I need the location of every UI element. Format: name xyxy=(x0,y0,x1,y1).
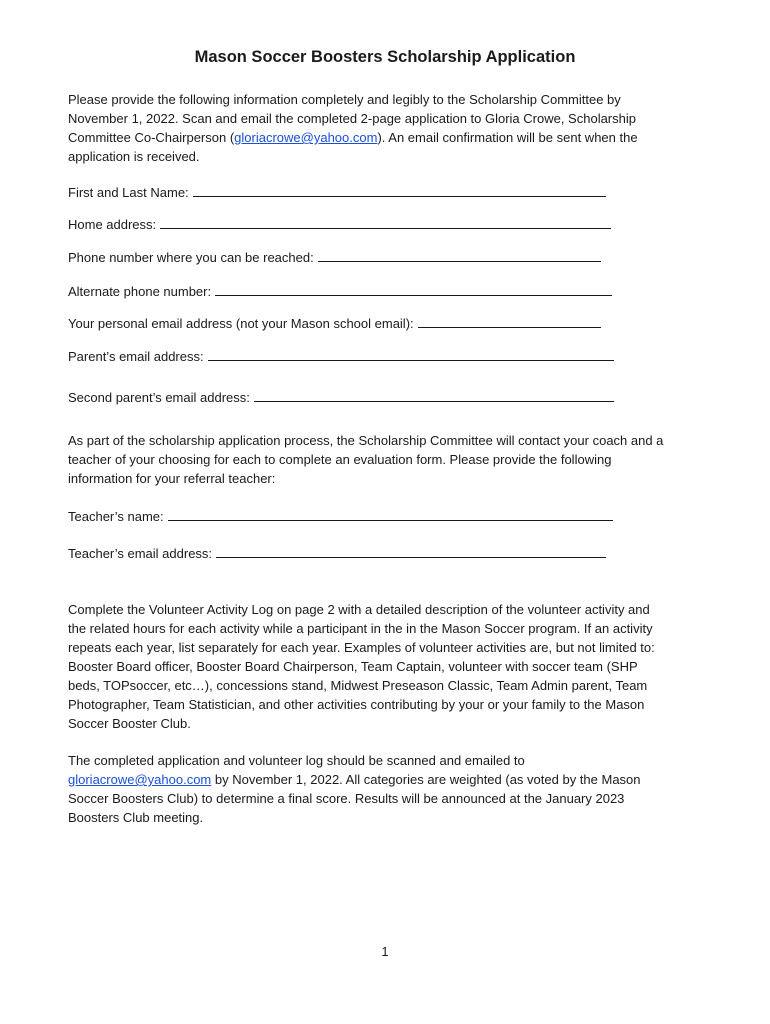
second-parent-email-field xyxy=(68,388,614,407)
phone-field xyxy=(68,248,601,267)
referral-paragraph: As part of the scholarship application process, the Scholarship Committee will contact your coach and a teacher of your choosing for each to complete an evaluation form. Please provide the following information for your referral teacher: xyxy=(68,433,664,486)
alt-phone-label: Alternate phone number: xyxy=(68,284,212,299)
closing-email-link[interactable]: gloriacrowe@yahoo.com xyxy=(68,772,212,787)
name-blank[interactable] xyxy=(193,183,606,197)
name-field xyxy=(68,183,606,202)
personal-email-blank[interactable] xyxy=(418,314,601,328)
teacher-email-blank[interactable] xyxy=(216,544,606,558)
teacher-name-label: Teacher’s name: xyxy=(68,509,164,524)
personal-email-field xyxy=(68,314,601,333)
home-address-field xyxy=(68,215,611,234)
parent-email-blank[interactable] xyxy=(208,347,614,361)
closing-paragraph xyxy=(68,751,728,827)
page-title: Mason Soccer Boosters Scholarship Application xyxy=(194,48,576,66)
closing-text-after: by November 1, 2022. All categories are weighted (as voted by the Mason Soccer Boosters Club) to determine a final score. Results will be announced at the January 2023 Boosters Club meeting. xyxy=(68,772,641,825)
name-label: First and Last Name: xyxy=(68,185,189,200)
personal-email-label: Your personal email address (not your Mason school email): xyxy=(68,316,414,331)
phone-blank[interactable] xyxy=(318,248,601,262)
teacher-name-field xyxy=(68,507,613,526)
home-address-label: Home address: xyxy=(68,217,157,232)
teacher-name-blank[interactable] xyxy=(168,507,613,521)
home-address-blank[interactable] xyxy=(160,215,611,229)
intro-email-link[interactable]: gloriacrowe@yahoo.com xyxy=(234,130,378,145)
parent-email-label: Parent’s email address: xyxy=(68,349,204,364)
closing-text-before: The completed application and volunteer log should be scanned and emailed to xyxy=(68,753,525,768)
parent-email-field xyxy=(68,347,614,366)
intro-paragraph xyxy=(68,90,728,166)
intro-text-before: Please provide the following information completely and legibly to the Scholarship Committee by November 1, 2022. Scan and email the completed 2-page application to Gloria Crowe, Scholarship Committee Co-Chairperson ( xyxy=(68,92,636,145)
alt-phone-field xyxy=(68,282,612,301)
alt-phone-blank[interactable] xyxy=(215,282,612,296)
page-number: 1 xyxy=(381,944,389,959)
intro-text-after: ). An email confirmation will be sent when the application is received. xyxy=(68,130,638,164)
phone-label: Phone number where you can be reached: xyxy=(68,250,314,265)
second-parent-email-label: Second parent’s email address: xyxy=(68,390,250,405)
teacher-email-label: Teacher’s email address: xyxy=(68,546,213,561)
teacher-email-field xyxy=(68,544,606,563)
second-parent-email-blank[interactable] xyxy=(254,388,614,402)
volunteer-paragraph: Complete the Volunteer Activity Log on page 2 with a detailed description of the volunteer activity and the related hours for each activity while a participant in the in the Mason Soccer program. If an activity repeats each year, list separately for each year. Examples of volunteer activities are, but not limited to: Booster Board officer, Booster Board Chairperson, Team Captain, volunteer with soccer team (SHP beds, TOPsoccer, etc…), concessions stand, Midwest Preseason Classic, Team Admin parent, Team Photographer, Team Statistician, and other activities contributing by your or your family to the Mason Soccer Booster Club. xyxy=(68,602,655,731)
